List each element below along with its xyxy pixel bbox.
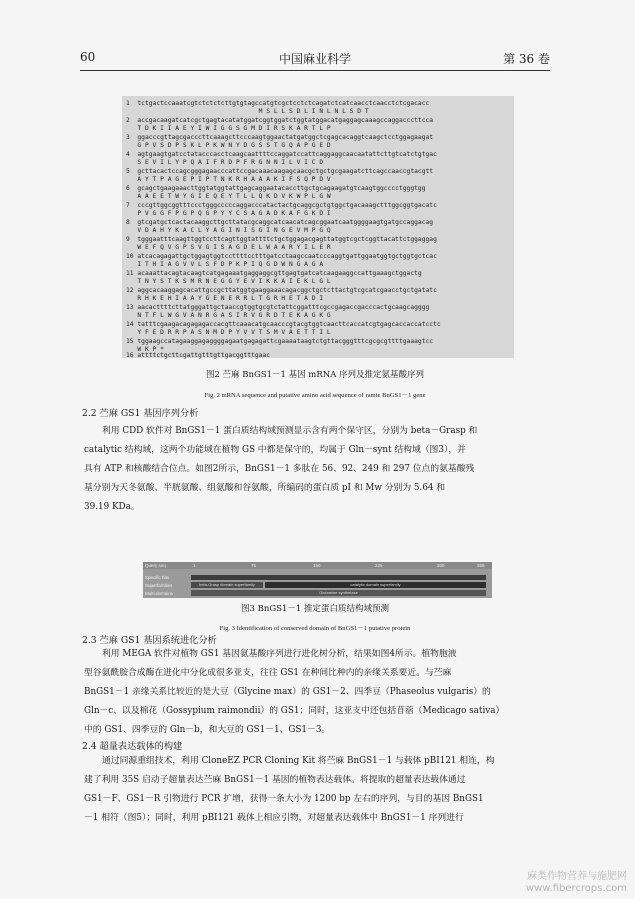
seq-line: 15 tggaagccatagaaggagaggggagaatgagagattcgaaaataagtctgttacgggtttcgcgcgttttgaaagtcc — [126, 338, 434, 345]
catalytic-domain: catalytic domain superfamily — [265, 582, 486, 588]
seq-line: I T H I A G V V L S F D P K P I Q G D W N G A G A — [126, 261, 324, 268]
seq-line: V D A H Y K A C L Y A G I N I S G I N G E V M P G Q — [126, 227, 331, 234]
paragraph-line: 利用 CDD 软件对 BnGS1－1 蛋白质结构域预测显示含有两个保守区，分别为 beta－Grasp 和 — [102, 426, 478, 436]
multi-domain-bar: Glutamine synthetase — [191, 590, 486, 596]
specific-hits-bar — [191, 575, 486, 580]
seq-line: N T F L W G V A N R G A S I R V G R D T E K A G K G — [126, 312, 331, 319]
paragraph-line: catalytic 结构域，这两个功能域在植物 GS 中都是保守的，均属于 Gln－synt 结构域（图3），并 — [84, 445, 466, 455]
query-axis — [143, 562, 492, 569]
fig2-caption-en: Fig. 2 mRNA sequence and putative amino acid sequence of ramie BnGS1－1 gene — [204, 392, 426, 399]
page-header — [80, 50, 550, 71]
section-2-4-body — [84, 752, 552, 828]
axis-label: Query seq. — [145, 563, 168, 568]
seq-line: 16 attttctgcttcgattgtttgttgacggtttgaac — [126, 352, 271, 359]
section-2-4-title: 2.4 超量表达载体的构建 — [82, 741, 183, 752]
paragraph-line: GS1－F、GS1－R 引物进行 PCR 扩增，获得一条大小为 1200 bp 左右的序列，与目的基因 BnGS1 — [84, 794, 484, 804]
sequence-figure — [122, 96, 514, 358]
seq-line: M S L L S D L I N L N L S D T — [126, 108, 369, 115]
fig2-caption-cn: 图2 苎麻 BnGS1－1 基因 mRNA 序列及推定氨基酸序列 — [205, 370, 425, 380]
seq-line: R H K E H I A A Y G E N E R R L T G R H E T A D I — [126, 295, 324, 302]
seq-line: G P V S D P S K L P K W N Y D G S S T G Q A P G E D — [126, 142, 331, 149]
axis-tick: 356 — [477, 563, 485, 568]
seq-line: Y F E D R R P A S N M D P Y V V T S M V A E T T I L — [126, 329, 331, 336]
paragraph-line: 39.19 KDa。 — [84, 502, 140, 512]
seq-line: 8 gtcgatgctcactacaaggcttgcttatacgcaggcatcaacatcagcggaatcaatggggaagtgatgccaggacag — [126, 219, 434, 226]
watermark — [526, 871, 627, 895]
seq-line: 4 agtgaagtgatcctatacccacctcaagcaattttccaggatccattcaggaggcaacaatattcttgtcatctgtgac — [126, 151, 437, 158]
seq-line: 1 tctgactccaaatcgtctctctcttgtgtagccatgtcgctcctctcagatctcatcaacctcaacctctcgacacc — [126, 100, 430, 107]
section-2-2-title: 2.2 苎麻 GS1 基因序列分析 — [82, 408, 199, 419]
paragraph-line: 中的 GS1、四季豆的 Gln－b，和大豆的 GS1－1、GS1－3。 — [84, 725, 331, 735]
axis-tick: 225 — [375, 563, 383, 568]
seq-line: W E F Q V G P S V G I S A G D E L W A A R Y I L E R — [126, 244, 331, 251]
seq-line: 14 tatttcgaagacagagagaccacgttcaaacatgcaacccgtacgtggtcaacttcaccatcgtgagcaccaccatcctc — [126, 321, 441, 328]
beta-grasp-domain: beta-Grasp domain superfamily — [191, 582, 263, 588]
seq-line: 2 accgacaagatcatcgctgagtacatatggatcggtggatctggtatggacatgaggagcaaagccaggacccttcca — [126, 117, 434, 124]
axis-tick: 150 — [313, 563, 321, 568]
volume-label: 第 36 卷 — [503, 52, 550, 66]
seq-line: 6 gcagctgaagaaacttggtatggtattgagcaggaatacaccttgctgcagaagatgtcaagtggcccctgggtgg — [126, 185, 426, 192]
watermark-line: www.fibercrops.com — [525, 883, 627, 894]
fig3-caption-cn: 图3 BnGS1－1 推定蛋白质结构域预测 — [241, 604, 389, 614]
seq-line: 5 gcttacactccagcgggagaacccattccgacaaacaagagcaacgctgctgcgaagatcttcagccaaccgtacgtt — [126, 168, 434, 175]
paragraph-line: Gln－c、以及棉花（Gossypium raimondii）的 GS1；同时，这亚支中还包括苜蓿（Medicago sativa） — [84, 706, 505, 716]
fig3-caption-en: Fig. 3 Identification of conserved domain of BnGS1－1 putative protein — [219, 625, 411, 632]
section-2-3-body — [84, 645, 552, 740]
paragraph-line: 型谷氨酰胺合成酶在进化中分化成很多亚支，往往 GS1 在种间比种内的亲缘关系要近。与苎麻 — [84, 668, 452, 678]
section-2-3-title: 2.3 苎麻 GS1 基因系统进化分析 — [82, 635, 217, 646]
row-label: Multi-domains — [145, 591, 174, 596]
seq-line: 7 cccgttggcggtttccctgggcccccaggacccatactactgcaggcgctgtggctgacaaagctttggcggtgacatc — [126, 202, 437, 209]
paragraph-line: 具有 ATP 和核酸结合位点。如图2所示，BnGS1－1 多肽在 56、92、249 和 297 位点的氨基酸残 — [84, 464, 475, 474]
seq-line: 3 ggacccgttagcgacccttcaaagcttcccaagtggaactatgatggctcgagcacaggtcaagctcctggagaagat — [126, 134, 434, 141]
seq-line: T N Y S T K S M R N E G G Y E V I K K A I E K L G L — [126, 278, 331, 285]
journal-name: 中国麻业科学 — [278, 52, 351, 66]
seq-line: A Y T P A G E P I P T N K R H A A A K I F S Q P D V — [126, 176, 331, 183]
paragraph-line: 利用 MEGA 软件对植物 GS1 基因氨基酸序列进行进化树分析，结果如图4所示。植物胞液 — [102, 649, 457, 659]
seq-line: 10 atcacagagattgctggagtggtccttttcctttgatcctaagccaatcccaggtgattggaatggtgctggtgctcac — [126, 253, 437, 260]
seq-line: A A E E T W Y G I E Q E Y T L L Q K D V K W P L G W — [126, 193, 331, 200]
seq-line: 11 acaaattacagtacaagtcatgagaaatgaggaggcgttgagtgatcatcaagaaggccattgaaagctggactg — [126, 270, 422, 277]
paragraph-line: 基分别为天冬氨酸、半胱氨酸、组氨酸和谷氨酸，所编码的蛋白质 pI 和 Mw 分别为 5.64 和 — [84, 483, 446, 493]
paragraph-line: BnGS1－1 亲缘关系比较近的是大豆（Glycine max）的 GS1－2、四季豆（Phaseolus vulgaris）的 — [84, 687, 491, 697]
seq-line: 13 aacacttttcttatgggattgctaaccgtggtgcgtctattcggatttcgccgagaccgacccactgcaagcagggg — [126, 304, 430, 311]
seq-line: 12 aggcacaaggagcacattgccgcttatggtgaaggaaacagacggctgctcttactgtcgcatcgaacctgctgatatc — [126, 287, 437, 294]
watermark-line: 麻类作物营养与施肥网 — [527, 871, 627, 882]
axis-tick: 1 — [193, 563, 196, 568]
seq-line: T D K I I A E Y I W I G G S G M D I R S K A R T L P — [126, 125, 331, 132]
axis-tick: 300 — [437, 563, 445, 568]
seq-line: S E V I L Y P Q A I F R D P F R G N N I L V I C D — [126, 159, 324, 166]
paragraph-line: 建了利用 35S 启动子超量表达苎麻 BnGS1－1 基因的植物表达载体。将提取的超量表达载体通过 — [84, 775, 466, 785]
row-label: Superfamilies — [145, 583, 173, 588]
axis-tick: 75 — [251, 563, 257, 568]
seq-line: 9 tgggaatttcaagttggtccttcagttggtattttctgctggagacgagttatggtcgctcggttacattctggaggag — [126, 236, 437, 243]
page-number: 60 — [80, 50, 96, 64]
row-label: Specific hits — [145, 575, 170, 580]
section-2-2-body — [84, 422, 552, 517]
paragraph-line: 通过同源重组技术，利用 CloneEZ PCR Cloning Kit 将苎麻 BnGS1－1 与载体 pBI121 相连，构 — [102, 756, 495, 766]
seq-line: P V G G F P G P Q G P Y Y C S A G A D K A F G K D I — [126, 210, 331, 217]
paragraph-line: －1 相符（图5）；同时，利用 pBI121 载体上相应引物，对超量表达载体中 BnGS1－1 序列进行 — [84, 813, 464, 823]
seq-line: W K P * — [126, 346, 164, 353]
conserved-domain-figure — [143, 562, 492, 598]
